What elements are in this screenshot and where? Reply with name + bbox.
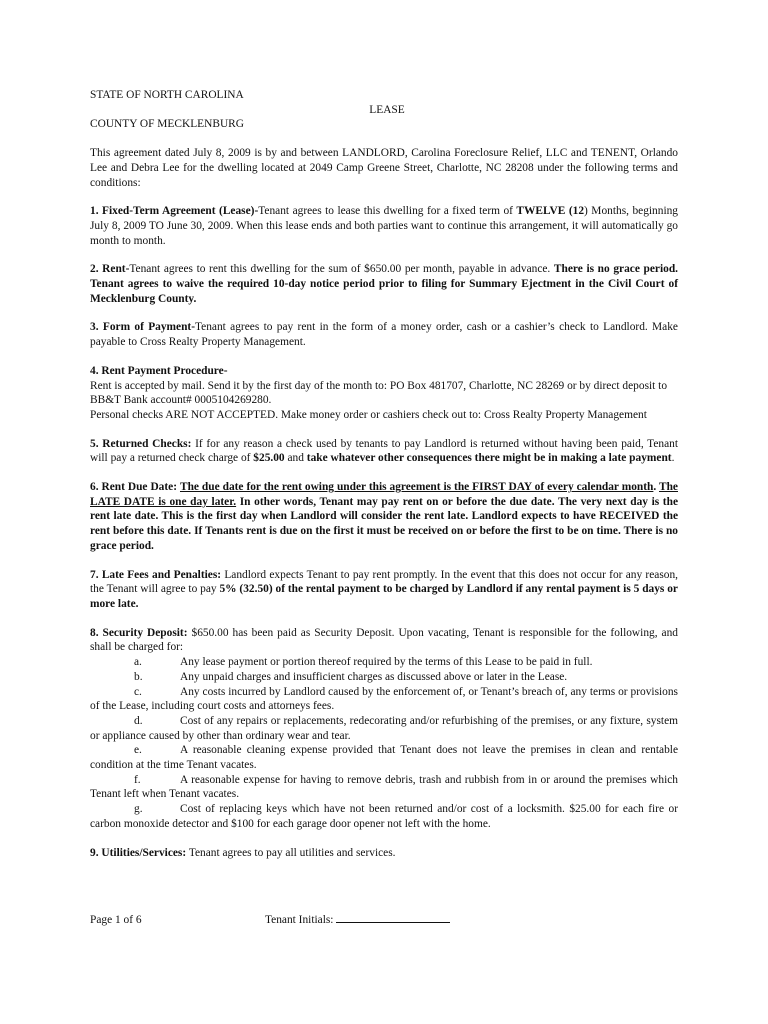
- section-7-late-fees: [90, 568, 678, 612]
- deposit-item-text: Cost of any repairs or replacements, redecorating and/or refurbishing of the premises, or any fixture, system or appliance caused by other than ordinary wear and tear.: [90, 714, 678, 742]
- deposit-item-letter: f.: [134, 773, 141, 786]
- deposit-item-letter: a.: [134, 656, 142, 669]
- deposit-item-text: A reasonable expense for having to remove debris, trash and rubbish from in or around the premises which Tenant left when Tenant vacates.: [90, 773, 678, 801]
- section-2-rent: [90, 262, 678, 306]
- section-9-heading: 9. Utilities/Services:: [90, 846, 187, 859]
- section-1-fixed-term: [90, 204, 678, 248]
- section-5-text-a: If for any reason a check used by tenants to pay Landlord is returned without having been paid, Tenant will pay a returned check charge of: [90, 437, 678, 465]
- section-5-returned-checks: [90, 437, 678, 466]
- section-6-text-b: In other words, Tenant may pay rent on or before the due date. The very next day is the rent late date. This is the first day when Landlord will consider the rent late. Landlord expects to have RECEIVED the rent before this date. If Tenants rent is due on the first it must be received on or before the first to be on time. There is no grace period.: [90, 495, 678, 552]
- section-6-heading: 6. Rent Due Date:: [90, 481, 178, 494]
- section-6-rent-due-date: [90, 480, 678, 554]
- tenant-initials-line[interactable]: [336, 912, 450, 923]
- section-6-underlined-a: The due date for the rent owing under this agreement is the FIRST DAY of every calendar month: [179, 481, 654, 494]
- deposit-item-letter: e.: [134, 744, 142, 757]
- section-2-text: Tenant agrees to rent this dwelling for the sum of $650.00 per month, payable in advance.: [129, 263, 554, 276]
- section-8-intro: [90, 626, 678, 655]
- deposit-item: [90, 802, 678, 831]
- section-7-heading: 7. Late Fees and Penalties:: [90, 568, 222, 581]
- deposit-item-letter: b.: [134, 670, 143, 683]
- deposit-item-letter: g.: [134, 803, 143, 816]
- section-1-heading: 1. Fixed-Term Agreement (Lease)-: [90, 205, 259, 218]
- section-3-form-of-payment: [90, 320, 678, 349]
- section-8-heading: 8. Security Deposit:: [90, 626, 188, 639]
- section-4-line-1: Rent is accepted by mail. Send it by the first day of the month to: PO Box 481707, Charlotte, NC 28269 or by direct deposit to BB&T Bank account# 0005104269280.: [90, 379, 668, 407]
- state-heading: STATE OF NORTH CAROLINA: [90, 89, 244, 101]
- section-6-underlined-b: The LATE DATE is one day later.: [90, 481, 678, 508]
- section-1-text-b: ) Months, beginning July 8, 2009 TO June 30, 2009. When this lease ends and both parties want to continue this arrangement, it will automatically go month to month.: [90, 205, 678, 247]
- deposit-item-text: Any costs incurred by Landlord caused by the enforcement of, or Tenant’s breach of, any terms or provisions of the Lease, including court costs and attorneys fees.: [90, 685, 678, 713]
- section-2-heading: 2. Rent-: [90, 263, 130, 276]
- deposit-item-letter: d.: [134, 714, 143, 727]
- document-title: LEASE: [369, 103, 405, 116]
- section-5-heading: 5. Returned Checks:: [90, 437, 192, 450]
- section-9-utilities: [90, 846, 678, 861]
- page-number: Page 1 of 6: [90, 914, 142, 926]
- section-5-text-b: and: [284, 452, 307, 465]
- section-1-text-a: Tenant agrees to lease this dwelling for a fixed term of: [258, 205, 517, 218]
- intro-paragraph: This agreement dated July 8, 2009 is by and between LANDLORD, Carolina Foreclosure Relief, LLC and TENENT, Orlando Lee and Debra Lee for the dwelling located at 2049 Camp Greene Street, Charlotte, NC 28208 under the following terms and conditions:: [90, 147, 678, 189]
- section-6-text-a: .: [653, 481, 659, 494]
- deposit-item: [90, 655, 678, 670]
- section-4-heading: 4. Rent Payment Procedure-: [90, 364, 228, 377]
- section-3-heading: 3. Form of Payment-: [90, 321, 196, 334]
- deposit-item-text: Any unpaid charges and insufficient charges as discussed above or later in the Lease.: [180, 670, 568, 683]
- page-footer: [90, 912, 678, 928]
- deposit-item: [90, 670, 678, 685]
- deposit-item-letter: c.: [134, 685, 142, 698]
- deposit-item-text: A reasonable cleaning expense provided that Tenant does not leave the premises in clean and rentable condition at the time Tenant vacates.: [90, 744, 678, 772]
- deposit-item: [90, 714, 678, 743]
- document-body: [90, 88, 678, 874]
- deposit-item-text: Any lease payment or portion thereof required by the terms of this Lease to be paid in full.: [180, 656, 593, 669]
- section-7-text: Landlord expects Tenant to pay rent promptly. In the event that this does not occur for any reason, the Tenant will agree to pay: [90, 568, 678, 596]
- deposit-item: [90, 773, 678, 802]
- section-4-payment-procedure: [90, 364, 678, 423]
- deposit-item: [90, 685, 678, 714]
- section-4-line-2: Personal checks ARE NOT ACCEPTED. Make money order or cashiers check out to: Cross Realty Property Management: [90, 408, 647, 421]
- tenant-initials-label: Tenant Initials:: [265, 914, 334, 926]
- section-5-text-c: .: [671, 452, 675, 465]
- section-9-text: Tenant agrees to pay all utilities and services.: [186, 846, 396, 859]
- section-1-term: TWELVE (12: [516, 205, 585, 218]
- deposit-item-text: Cost of replacing keys which have not been returned and/or cost of a locksmith. $25.00 for each fire or carbon monoxide detector and $100 for each garage door opener not left with the home.: [90, 803, 678, 830]
- section-5-bold-text: take whatever other consequences there might be in making a late payment: [306, 452, 672, 465]
- deposit-item: [90, 743, 678, 772]
- section-8-text: $650.00 has been paid as Security Deposit. Upon vacating, Tenant is responsible for the following, and shall be charged for:: [90, 626, 678, 654]
- section-3-text: Tenant agrees to pay rent in the form of a money order, cash or a cashier’s check to Landlord. Make payable to Cross Realty Property Management.: [90, 321, 678, 349]
- section-8-security-deposit: [90, 626, 678, 832]
- section-2-bold-text: There is no grace period. Tenant agrees to waive the required 10-day notice period prior to filing for Summary Ejectment in the Civil Court of Mecklenburg County.: [90, 263, 679, 305]
- section-7-bold-text: 5% (32.50) of the rental payment to be charged by Landlord if any rental payment is 5 days or more late.: [90, 583, 678, 610]
- section-5-amount: $25.00: [253, 452, 285, 465]
- county-heading: COUNTY OF MECKLENBURG: [90, 118, 244, 131]
